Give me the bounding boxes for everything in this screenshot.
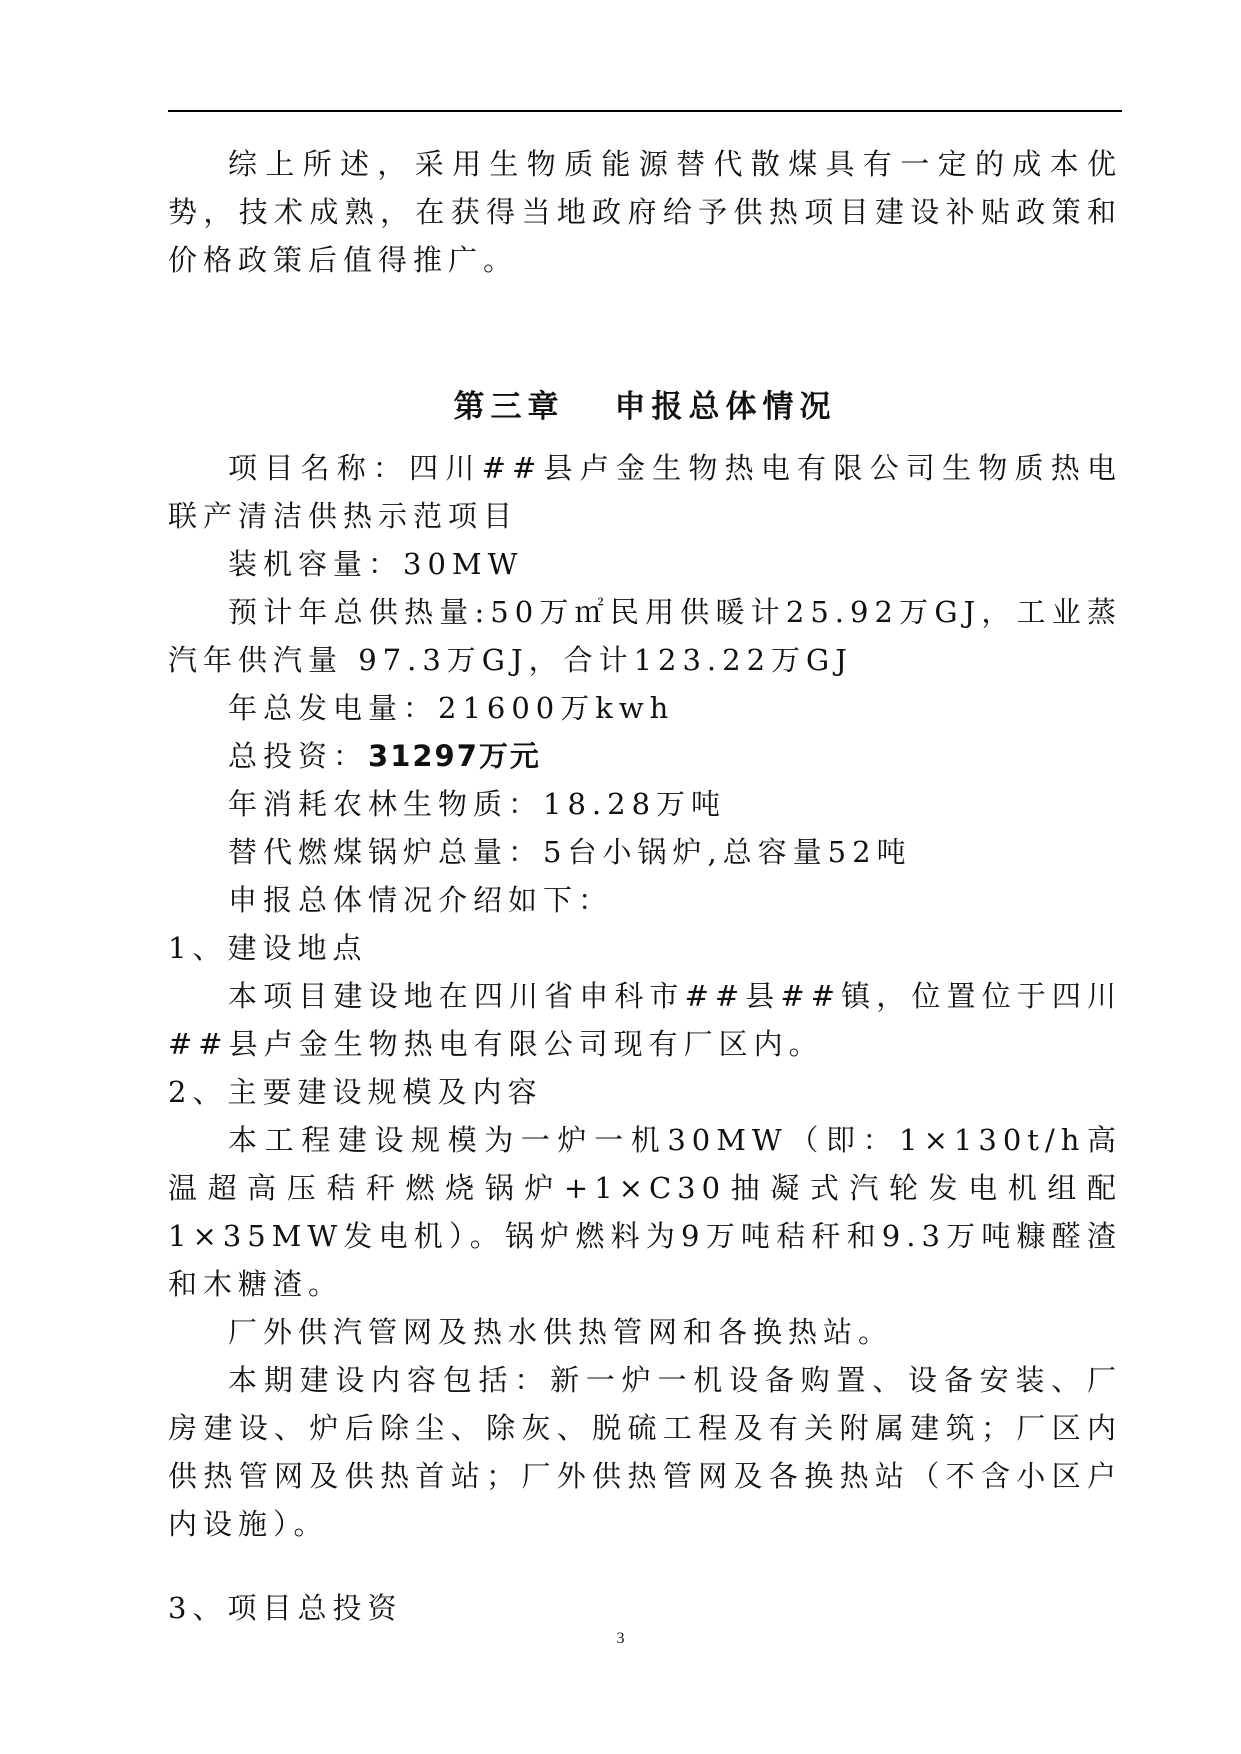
replaced-boilers: 替代燃煤锅炉总量：5台小锅炉,总容量52吨 — [228, 835, 912, 869]
total-investment — [168, 732, 1122, 780]
overview-intro: 申报总体情况介绍如下： — [228, 883, 614, 917]
section-heading-investment: 3、项目总投资 — [168, 1591, 403, 1625]
project-name — [168, 444, 1122, 540]
section-location-paragraph: 本项目建设地在四川省申科市##县##镇，位置位于四川##县卢金生物热电有限公司现有厂区内。 — [168, 979, 1122, 1061]
total-investment-label: 总投资： — [228, 739, 369, 773]
installed-capacity: 装机容量：30MW — [228, 547, 524, 581]
project-name-value: 四川##县卢金生物热电有限公司生物质热电联产清洁供热示范项目 — [168, 451, 1122, 533]
project-name-label: 项目名称： — [228, 451, 410, 485]
section-scale-content: 本期建设内容包括：新一炉一机设备购置、设备安装、厂房建设、炉后除尘、除灰、脱硫工程及有关附属建筑；厂区内供热管网及供热首站；厂外供热管网及各换热站（不含小区户内设施）。 — [168, 1363, 1122, 1541]
page-content — [168, 140, 1122, 1632]
section-heading-scale: 2、主要建设规模及内容 — [168, 1075, 543, 1109]
annual-heat-supply: 预计年总供热量:50万㎡民用供暖计25.92万GJ，工业蒸汽年供汽量 97.3万GJ，合计123.22万GJ — [168, 595, 1122, 677]
annual-power-generation: 年总发电量：21600万kwh — [228, 691, 675, 725]
total-investment-value: 31297万元 — [368, 739, 541, 773]
chapter-heading — [168, 381, 1122, 426]
section-scale-paragraph: 本工程建设规模为一炉一机30MW（即：1×130t/h高温超高压秸秆燃烧锅炉+1×C30抽凝式汽轮发电机组配1×35MW发电机）。锅炉燃料为9万吨秸秆和9.3万吨糠醛渣和木糖渣。 — [168, 1123, 1122, 1301]
page-number: 3 — [616, 1630, 625, 1647]
annual-biomass-consumption: 年消耗农林生物质：18.28万吨 — [228, 787, 727, 821]
chapter-title: 申报总体情况 — [614, 389, 837, 425]
intro-paragraph: 综上所述，采用生物质能源替代散煤具有一定的成本优势，技术成熟，在获得当地政府给予供热项目建设补贴政策和价格政策后值得推广。 — [168, 147, 1122, 277]
section-scale-network: 厂外供汽管网及热水供热管网和各换热站。 — [228, 1315, 894, 1349]
section-heading-location: 1、建设地点 — [168, 931, 368, 965]
header-rule — [168, 110, 1122, 112]
chapter-number: 第三章 — [453, 389, 565, 425]
